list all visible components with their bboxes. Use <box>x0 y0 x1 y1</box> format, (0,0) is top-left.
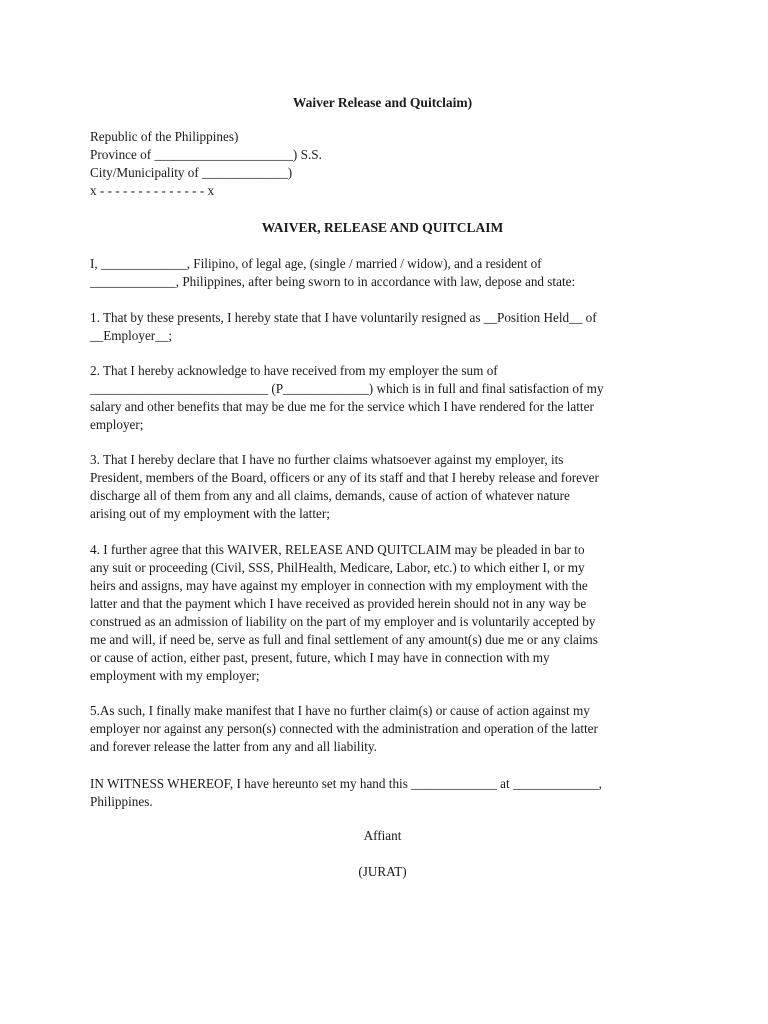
paragraph-line: employment with my employer; <box>90 668 260 683</box>
venue-block <box>90 128 675 200</box>
paragraph-line: Philippines. <box>90 794 153 809</box>
affiant-label: Affiant <box>363 828 402 843</box>
paragraph-line: 3. That I hereby declare that I have no further claims whatsoever against my employer, its <box>90 452 564 467</box>
paragraph-line: IN WITNESS WHEREOF, I have hereunto set my hand this _____________ at _____________, <box>90 776 602 791</box>
paragraph-line: discharge all of them from any and all claims, demands, cause of action of whatever nature <box>90 488 570 503</box>
paragraph-4 <box>90 541 675 685</box>
venue-line: Province of _____________________) S.S. <box>90 147 322 162</box>
venue-line: x - - - - - - - - - - - - - - x <box>90 183 215 198</box>
paragraph-line: 4. I further agree that this WAIVER, RELEASE AND QUITCLAIM may be pleaded in bar to <box>90 542 585 557</box>
paragraph-line: arising out of my employment with the latter; <box>90 506 330 521</box>
paragraph-2 <box>90 362 675 434</box>
paragraph-1 <box>90 309 675 345</box>
document-page <box>90 0 675 1024</box>
paragraph-line: employer; <box>90 417 144 432</box>
paragraph-line: me and will, if need be, serve as full and final settlement of any amount(s) due me or any claims <box>90 632 598 647</box>
paragraph-line: __Employer__; <box>90 328 173 343</box>
jurat-label: (JURAT) <box>358 864 407 879</box>
paragraph-line: salary and other benefits that may be due me for the service which I have rendered for the latter <box>90 399 594 414</box>
paragraph-line: I, _____________, Filipino, of legal age, (single / married / widow), and a resident of <box>90 256 542 271</box>
paragraph-line: and forever release the latter from any and all liability. <box>90 739 377 754</box>
paragraph-line: 5.As such, I finally make manifest that I have no further claim(s) or cause of action against my <box>90 703 590 718</box>
paragraph-5 <box>90 702 675 756</box>
venue-line: City/Municipality of _____________) <box>90 165 293 180</box>
witness-clause <box>90 775 675 811</box>
paragraph-line: latter and that the payment which I have received as provided herein should not in any way be <box>90 596 587 611</box>
paragraph-line: employer nor against any person(s) connected with the administration and operation of the latter <box>90 721 598 736</box>
paragraph-line: ___________________________ (P_____________) which is in full and final satisfaction of my <box>90 381 604 396</box>
paragraph-line: any suit or proceeding (Civil, SSS, PhilHealth, Medicare, Labor, etc.) to which either I, or my <box>90 560 585 575</box>
paragraph-line: heirs and assigns, may have against my employer in connection with my employment with the <box>90 578 588 593</box>
paragraph-line: _____________, Philippines, after being sworn to in accordance with law, depose and state: <box>90 274 576 289</box>
document-heading: WAIVER, RELEASE AND QUITCLAIM <box>261 220 504 235</box>
paragraph-line: 1. That by these presents, I hereby state that I have voluntarily resigned as __Position Held__ of <box>90 310 597 325</box>
paragraph-3 <box>90 451 675 523</box>
paragraph-line: President, members of the Board, officers or any of its staff and that I hereby release and forever <box>90 470 599 485</box>
paragraph-line: 2. That I hereby acknowledge to have received from my employer the sum of <box>90 363 498 378</box>
venue-line: Republic of the Philippines) <box>90 129 239 144</box>
paragraph-line: or cause of action, either past, present, future, which I may have in connection with my <box>90 650 550 665</box>
document-title: Waiver Release and Quitclaim) <box>292 95 473 110</box>
intro-paragraph <box>90 255 675 291</box>
paragraph-line: construed as an admission of liability on the part of my employer and is voluntarily accepted by <box>90 614 596 629</box>
